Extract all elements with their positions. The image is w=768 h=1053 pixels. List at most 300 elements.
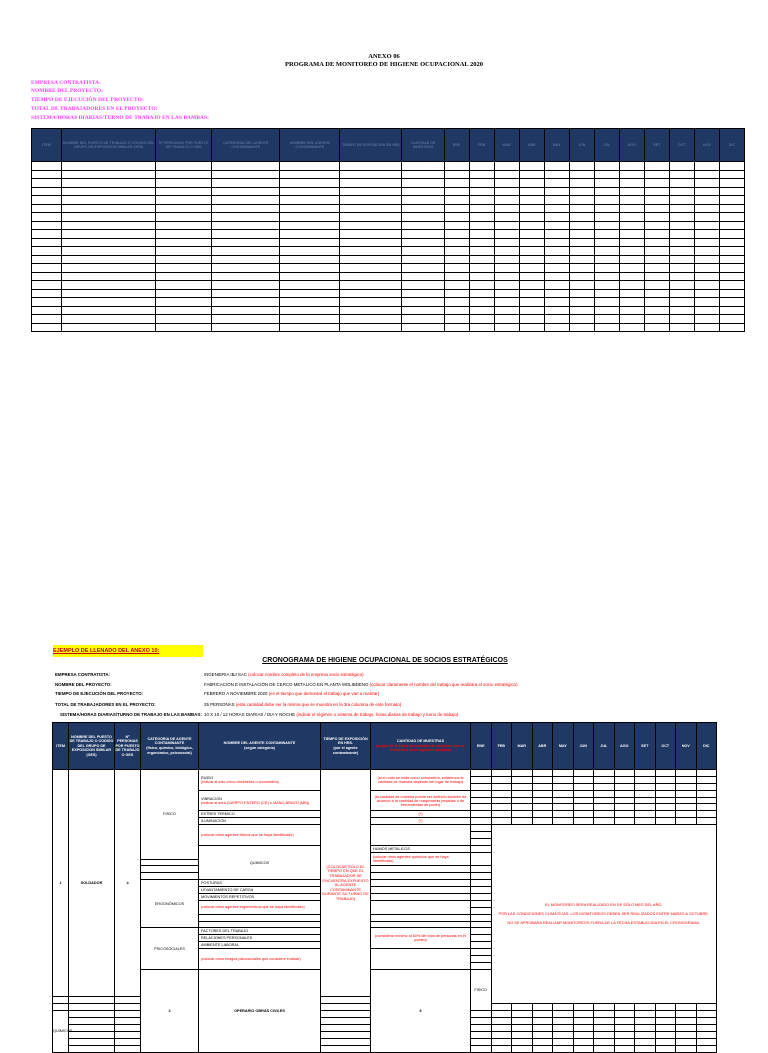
table-cell[interactable] <box>644 298 669 307</box>
table-cell[interactable] <box>544 247 569 256</box>
table-cell[interactable] <box>644 204 669 213</box>
table-cell[interactable] <box>694 230 719 239</box>
table-cell[interactable] <box>494 162 519 171</box>
table-cell[interactable] <box>32 272 62 281</box>
table-cell[interactable] <box>340 298 402 307</box>
table-cell[interactable] <box>402 162 444 171</box>
table-cell[interactable] <box>340 306 402 315</box>
table-cell[interactable] <box>62 281 156 290</box>
table-cell[interactable] <box>619 289 644 298</box>
table-cell[interactable] <box>340 255 402 264</box>
table-cell[interactable] <box>569 255 594 264</box>
table-cell[interactable] <box>719 221 744 230</box>
table-cell[interactable] <box>340 289 402 298</box>
table-cell[interactable] <box>280 255 340 264</box>
table-cell[interactable] <box>280 196 340 205</box>
table-cell[interactable] <box>469 162 494 171</box>
table-cell[interactable] <box>544 187 569 196</box>
table-cell[interactable] <box>469 238 494 247</box>
table-cell[interactable] <box>280 264 340 273</box>
table-cell[interactable] <box>280 272 340 281</box>
table-cell[interactable] <box>212 170 280 179</box>
table-cell[interactable] <box>569 162 594 171</box>
table-cell[interactable] <box>519 306 544 315</box>
table-cell[interactable] <box>32 315 62 324</box>
table-cell[interactable] <box>644 247 669 256</box>
table-cell[interactable] <box>340 272 402 281</box>
table-cell[interactable] <box>644 281 669 290</box>
table-cell[interactable] <box>619 247 644 256</box>
table-cell[interactable] <box>619 204 644 213</box>
table-cell[interactable] <box>62 306 156 315</box>
table-cell[interactable] <box>156 238 212 247</box>
table-cell[interactable] <box>669 170 694 179</box>
table-cell[interactable] <box>494 323 519 332</box>
table-cell[interactable] <box>32 238 62 247</box>
table-cell[interactable] <box>494 247 519 256</box>
table-cell[interactable] <box>619 323 644 332</box>
table-cell[interactable] <box>62 247 156 256</box>
table-cell[interactable] <box>156 213 212 222</box>
table-cell[interactable] <box>212 255 280 264</box>
table-cell[interactable] <box>402 323 444 332</box>
table-cell[interactable] <box>644 170 669 179</box>
table-cell[interactable] <box>619 298 644 307</box>
table-cell[interactable] <box>569 238 594 247</box>
table-cell[interactable] <box>32 187 62 196</box>
table-cell[interactable] <box>519 230 544 239</box>
table-cell[interactable] <box>694 187 719 196</box>
table-cell[interactable] <box>669 162 694 171</box>
table-cell[interactable] <box>280 162 340 171</box>
table-cell[interactable] <box>402 179 444 188</box>
table-cell[interactable] <box>644 213 669 222</box>
table-cell[interactable] <box>280 306 340 315</box>
table-cell[interactable] <box>719 306 744 315</box>
table-cell[interactable] <box>280 230 340 239</box>
table-cell[interactable] <box>212 272 280 281</box>
table-cell[interactable] <box>644 179 669 188</box>
table-cell[interactable] <box>280 204 340 213</box>
table-cell[interactable] <box>594 170 619 179</box>
table-cell[interactable] <box>619 230 644 239</box>
table-cell[interactable] <box>719 298 744 307</box>
table-cell[interactable] <box>444 272 469 281</box>
table-cell[interactable] <box>544 213 569 222</box>
table-cell[interactable] <box>62 298 156 307</box>
table-cell[interactable] <box>156 170 212 179</box>
table-cell[interactable] <box>340 221 402 230</box>
table-cell[interactable] <box>519 204 544 213</box>
table-cell[interactable] <box>444 221 469 230</box>
table-cell[interactable] <box>494 315 519 324</box>
table-cell[interactable] <box>402 221 444 230</box>
table-cell[interactable] <box>719 281 744 290</box>
table-cell[interactable] <box>340 238 402 247</box>
table-cell[interactable] <box>694 221 719 230</box>
table-cell[interactable] <box>340 264 402 273</box>
table-cell[interactable] <box>619 196 644 205</box>
table-cell[interactable] <box>619 213 644 222</box>
table-cell[interactable] <box>212 289 280 298</box>
table-cell[interactable] <box>444 213 469 222</box>
table-cell[interactable] <box>444 315 469 324</box>
table-cell[interactable] <box>544 196 569 205</box>
table-cell[interactable] <box>212 179 280 188</box>
table-cell[interactable] <box>469 247 494 256</box>
table-cell[interactable] <box>569 281 594 290</box>
table-cell[interactable] <box>280 298 340 307</box>
table-cell[interactable] <box>340 315 402 324</box>
table-cell[interactable] <box>156 289 212 298</box>
table-cell[interactable] <box>494 272 519 281</box>
table-cell[interactable] <box>469 230 494 239</box>
table-cell[interactable] <box>719 213 744 222</box>
table-cell[interactable] <box>719 323 744 332</box>
table-cell[interactable] <box>494 255 519 264</box>
table-cell[interactable] <box>444 247 469 256</box>
table-cell[interactable] <box>402 213 444 222</box>
table-cell[interactable] <box>519 221 544 230</box>
table-cell[interactable] <box>280 323 340 332</box>
table-cell[interactable] <box>212 238 280 247</box>
table-cell[interactable] <box>619 315 644 324</box>
table-cell[interactable] <box>669 213 694 222</box>
table-cell[interactable] <box>280 238 340 247</box>
table-cell[interactable] <box>280 221 340 230</box>
table-cell[interactable] <box>469 187 494 196</box>
table-cell[interactable] <box>212 298 280 307</box>
table-cell[interactable] <box>469 264 494 273</box>
table-cell[interactable] <box>719 289 744 298</box>
table-cell[interactable] <box>469 289 494 298</box>
table-cell[interactable] <box>280 289 340 298</box>
table-cell[interactable] <box>156 221 212 230</box>
table-cell[interactable] <box>569 187 594 196</box>
table-cell[interactable] <box>340 162 402 171</box>
table-cell[interactable] <box>156 315 212 324</box>
table-cell[interactable] <box>340 213 402 222</box>
table-cell[interactable] <box>494 230 519 239</box>
table-cell[interactable] <box>694 247 719 256</box>
table-cell[interactable] <box>544 255 569 264</box>
table-cell[interactable] <box>402 289 444 298</box>
table-cell[interactable] <box>32 323 62 332</box>
table-cell[interactable] <box>156 281 212 290</box>
table-cell[interactable] <box>569 298 594 307</box>
table-cell[interactable] <box>719 272 744 281</box>
table-cell[interactable] <box>494 221 519 230</box>
table-cell[interactable] <box>694 315 719 324</box>
table-cell[interactable] <box>469 213 494 222</box>
table-cell[interactable] <box>32 196 62 205</box>
table-cell[interactable] <box>444 264 469 273</box>
table-cell[interactable] <box>694 238 719 247</box>
table-cell[interactable] <box>694 272 719 281</box>
table-cell[interactable] <box>62 315 156 324</box>
table-cell[interactable] <box>519 213 544 222</box>
table-cell[interactable] <box>644 306 669 315</box>
table-cell[interactable] <box>469 272 494 281</box>
table-cell[interactable] <box>469 306 494 315</box>
table-cell[interactable] <box>402 238 444 247</box>
table-cell[interactable] <box>62 255 156 264</box>
table-cell[interactable] <box>280 213 340 222</box>
table-cell[interactable] <box>594 315 619 324</box>
table-cell[interactable] <box>594 272 619 281</box>
table-cell[interactable] <box>544 162 569 171</box>
table-cell[interactable] <box>569 247 594 256</box>
table-cell[interactable] <box>444 289 469 298</box>
table-cell[interactable] <box>402 170 444 179</box>
table-cell[interactable] <box>62 238 156 247</box>
table-cell[interactable] <box>280 170 340 179</box>
table-cell[interactable] <box>280 179 340 188</box>
table-cell[interactable] <box>469 170 494 179</box>
table-cell[interactable] <box>619 238 644 247</box>
table-cell[interactable] <box>619 306 644 315</box>
table-cell[interactable] <box>212 187 280 196</box>
table-cell[interactable] <box>619 221 644 230</box>
table-cell[interactable] <box>494 289 519 298</box>
table-cell[interactable] <box>444 179 469 188</box>
table-cell[interactable] <box>694 264 719 273</box>
table-cell[interactable] <box>340 170 402 179</box>
table-cell[interactable] <box>719 179 744 188</box>
table-cell[interactable] <box>444 238 469 247</box>
table-cell[interactable] <box>62 162 156 171</box>
table-cell[interactable] <box>719 315 744 324</box>
table-cell[interactable] <box>694 196 719 205</box>
table-cell[interactable] <box>594 179 619 188</box>
table-cell[interactable] <box>212 306 280 315</box>
table-cell[interactable] <box>544 264 569 273</box>
table-cell[interactable] <box>62 221 156 230</box>
table-cell[interactable] <box>669 255 694 264</box>
table-cell[interactable] <box>719 255 744 264</box>
table-cell[interactable] <box>594 204 619 213</box>
table-cell[interactable] <box>444 298 469 307</box>
table-cell[interactable] <box>444 230 469 239</box>
table-cell[interactable] <box>156 323 212 332</box>
table-cell[interactable] <box>644 315 669 324</box>
table-cell[interactable] <box>594 323 619 332</box>
table-cell[interactable] <box>719 162 744 171</box>
table-cell[interactable] <box>544 179 569 188</box>
table-cell[interactable] <box>694 323 719 332</box>
table-cell[interactable] <box>644 238 669 247</box>
table-cell[interactable] <box>669 272 694 281</box>
table-cell[interactable] <box>594 230 619 239</box>
table-cell[interactable] <box>569 264 594 273</box>
table-cell[interactable] <box>644 230 669 239</box>
table-cell[interactable] <box>494 196 519 205</box>
table-cell[interactable] <box>619 170 644 179</box>
table-cell[interactable] <box>62 213 156 222</box>
table-cell[interactable] <box>669 323 694 332</box>
table-cell[interactable] <box>469 281 494 290</box>
table-cell[interactable] <box>469 255 494 264</box>
table-cell[interactable] <box>619 281 644 290</box>
table-cell[interactable] <box>62 323 156 332</box>
table-cell[interactable] <box>669 289 694 298</box>
table-cell[interactable] <box>32 298 62 307</box>
table-cell[interactable] <box>669 221 694 230</box>
table-cell[interactable] <box>544 221 569 230</box>
table-cell[interactable] <box>280 187 340 196</box>
table-cell[interactable] <box>340 196 402 205</box>
table-cell[interactable] <box>32 264 62 273</box>
table-cell[interactable] <box>694 255 719 264</box>
table-cell[interactable] <box>694 213 719 222</box>
table-cell[interactable] <box>469 315 494 324</box>
table-cell[interactable] <box>619 187 644 196</box>
table-cell[interactable] <box>644 255 669 264</box>
table-cell[interactable] <box>569 306 594 315</box>
table-cell[interactable] <box>594 264 619 273</box>
table-cell[interactable] <box>619 255 644 264</box>
table-cell[interactable] <box>340 230 402 239</box>
table-cell[interactable] <box>694 179 719 188</box>
table-cell[interactable] <box>212 281 280 290</box>
table-cell[interactable] <box>594 238 619 247</box>
table-cell[interactable] <box>494 238 519 247</box>
table-cell[interactable] <box>669 247 694 256</box>
table-cell[interactable] <box>402 196 444 205</box>
table-cell[interactable] <box>594 187 619 196</box>
table-cell[interactable] <box>444 255 469 264</box>
table-cell[interactable] <box>156 247 212 256</box>
table-cell[interactable] <box>212 315 280 324</box>
table-cell[interactable] <box>212 230 280 239</box>
table-cell[interactable] <box>32 281 62 290</box>
table-cell[interactable] <box>644 187 669 196</box>
table-cell[interactable] <box>62 179 156 188</box>
table-cell[interactable] <box>669 238 694 247</box>
table-cell[interactable] <box>212 162 280 171</box>
table-cell[interactable] <box>402 230 444 239</box>
table-cell[interactable] <box>444 204 469 213</box>
table-cell[interactable] <box>444 170 469 179</box>
table-cell[interactable] <box>544 306 569 315</box>
table-cell[interactable] <box>544 170 569 179</box>
table-cell[interactable] <box>444 187 469 196</box>
table-cell[interactable] <box>569 196 594 205</box>
table-cell[interactable] <box>402 315 444 324</box>
table-cell[interactable] <box>212 213 280 222</box>
table-cell[interactable] <box>340 323 402 332</box>
table-cell[interactable] <box>340 281 402 290</box>
table-cell[interactable] <box>156 255 212 264</box>
table-cell[interactable] <box>544 230 569 239</box>
table-cell[interactable] <box>519 179 544 188</box>
table-cell[interactable] <box>594 221 619 230</box>
table-cell[interactable] <box>340 204 402 213</box>
table-cell[interactable] <box>212 264 280 273</box>
table-cell[interactable] <box>402 187 444 196</box>
table-cell[interactable] <box>719 247 744 256</box>
table-cell[interactable] <box>544 298 569 307</box>
table-cell[interactable] <box>519 315 544 324</box>
table-cell[interactable] <box>62 272 156 281</box>
table-cell[interactable] <box>594 162 619 171</box>
table-cell[interactable] <box>569 179 594 188</box>
table-cell[interactable] <box>32 204 62 213</box>
table-cell[interactable] <box>594 196 619 205</box>
table-cell[interactable] <box>494 187 519 196</box>
table-cell[interactable] <box>644 264 669 273</box>
table-cell[interactable] <box>402 264 444 273</box>
table-cell[interactable] <box>156 196 212 205</box>
table-cell[interactable] <box>519 238 544 247</box>
table-cell[interactable] <box>544 289 569 298</box>
table-cell[interactable] <box>644 272 669 281</box>
table-cell[interactable] <box>644 162 669 171</box>
table-cell[interactable] <box>569 221 594 230</box>
table-cell[interactable] <box>444 306 469 315</box>
table-cell[interactable] <box>719 264 744 273</box>
table-cell[interactable] <box>32 221 62 230</box>
table-cell[interactable] <box>494 213 519 222</box>
table-cell[interactable] <box>669 298 694 307</box>
table-cell[interactable] <box>519 323 544 332</box>
table-cell[interactable] <box>569 315 594 324</box>
table-cell[interactable] <box>544 323 569 332</box>
table-cell[interactable] <box>519 298 544 307</box>
table-cell[interactable] <box>280 315 340 324</box>
table-cell[interactable] <box>569 230 594 239</box>
table-cell[interactable] <box>212 247 280 256</box>
table-cell[interactable] <box>32 170 62 179</box>
table-cell[interactable] <box>719 238 744 247</box>
table-cell[interactable] <box>519 255 544 264</box>
table-cell[interactable] <box>32 230 62 239</box>
table-cell[interactable] <box>569 289 594 298</box>
table-cell[interactable] <box>694 204 719 213</box>
table-cell[interactable] <box>340 247 402 256</box>
table-cell[interactable] <box>519 247 544 256</box>
table-cell[interactable] <box>156 230 212 239</box>
table-cell[interactable] <box>402 298 444 307</box>
table-cell[interactable] <box>619 162 644 171</box>
table-cell[interactable] <box>669 196 694 205</box>
table-cell[interactable] <box>519 272 544 281</box>
table-cell[interactable] <box>619 179 644 188</box>
table-cell[interactable] <box>156 264 212 273</box>
table-cell[interactable] <box>469 323 494 332</box>
table-cell[interactable] <box>669 230 694 239</box>
table-cell[interactable] <box>594 255 619 264</box>
table-cell[interactable] <box>402 204 444 213</box>
table-cell[interactable] <box>212 221 280 230</box>
table-cell[interactable] <box>594 289 619 298</box>
table-cell[interactable] <box>402 247 444 256</box>
table-cell[interactable] <box>62 289 156 298</box>
table-cell[interactable] <box>669 315 694 324</box>
table-cell[interactable] <box>402 306 444 315</box>
table-cell[interactable] <box>569 213 594 222</box>
table-cell[interactable] <box>669 264 694 273</box>
table-cell[interactable] <box>156 306 212 315</box>
table-cell[interactable] <box>594 247 619 256</box>
table-cell[interactable] <box>156 204 212 213</box>
table-cell[interactable] <box>32 179 62 188</box>
table-cell[interactable] <box>340 187 402 196</box>
table-cell[interactable] <box>156 298 212 307</box>
table-cell[interactable] <box>594 298 619 307</box>
table-cell[interactable] <box>719 170 744 179</box>
table-cell[interactable] <box>519 196 544 205</box>
